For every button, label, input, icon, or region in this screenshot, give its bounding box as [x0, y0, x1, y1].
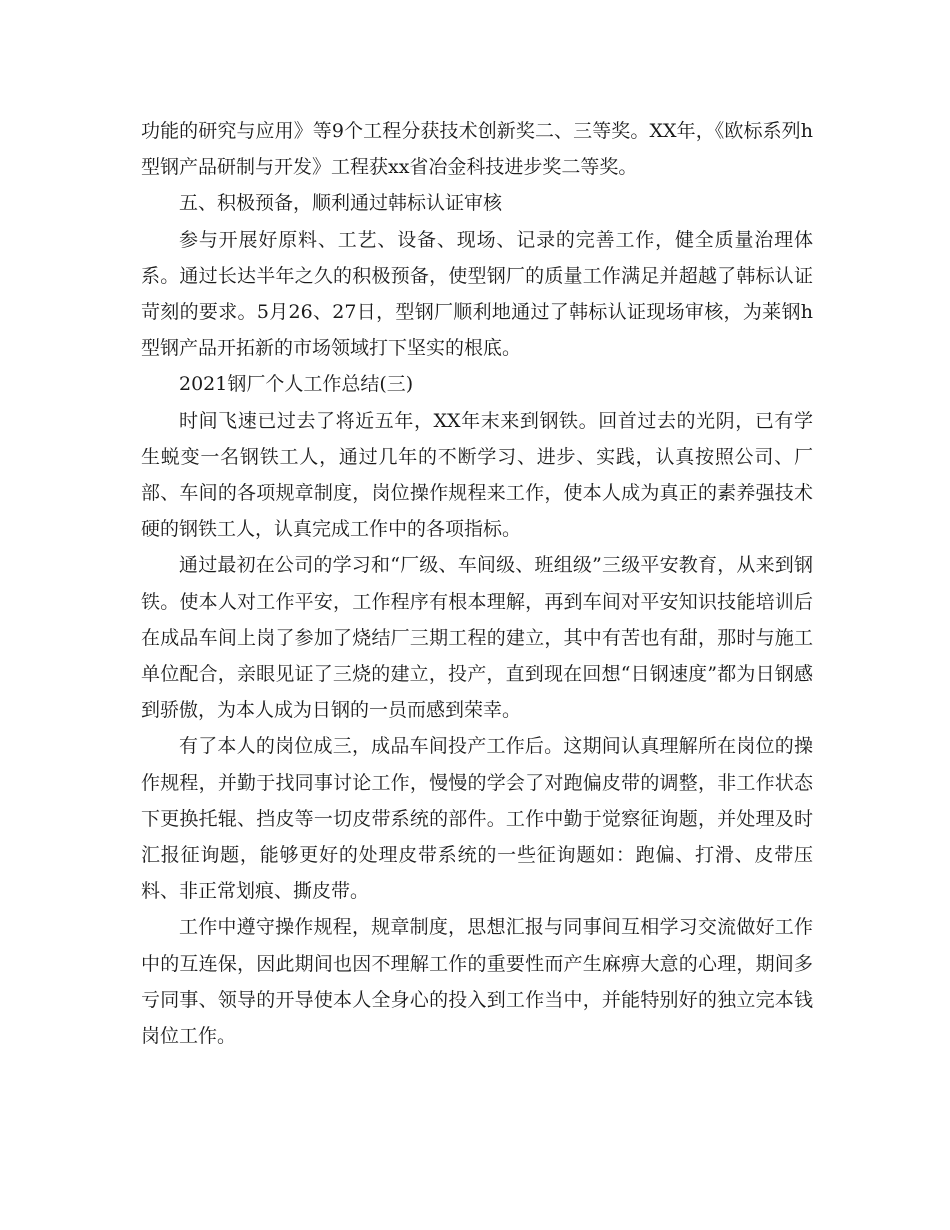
document-body [141, 113, 813, 1054]
section-heading: 五、积极预备，顺利通过韩标认证审核 [179, 192, 503, 215]
article-heading: 2021钢厂个人工作总结(三) [179, 373, 414, 396]
paragraph: 时间飞速已过去了将近五年，XX年末来到钢铁。回首过去的光阴，已有学生蜕变一名钢铁工人，通过几年的不断学习、进步、实践，认真按照公司、厂部、车间的各项规章制度，岗位操作规程来工作，使本人成为真正的素养强技术硬的钢铁工人，认真完成工作中的各项指标。 [141, 409, 813, 541]
paragraph: 通过最初在公司的学习和“厂级、车间级、班组级”三级平安教育，从来到钢铁。使本人对工作平安，工作程序有根本理解，再到车间对平安知识技能培训后在成品车间上岗了参加了烧结厂三期工程的建立，其中有苦也有甜，那时与施工单位配合，亲眼见证了三烧的建立，投产，直到现在回想“日钢速度”都为日钢感到骄傲，为本人成为日钢的一员而感到荣幸。 [141, 554, 813, 722]
paragraph: 参与开展好原料、工艺、设备、现场、记录的完善工作，健全质量治理体系。通过长达半年之久的积极预备，使型钢厂的质量工作满足并超越了韩标认证苛刻的要求。5月26、27日，型钢厂顺利地通过了韩标认证现场审核，为莱钢h型钢产品开拓新的市场领域打下坚实的根底。 [141, 228, 813, 360]
paragraph-continuation: 功能的研究与应用》等9个工程分获技术创新奖二、三等奖。XX年，《欧标系列h型钢产品研制与开发》工程获xx省冶金科技进步奖二等奖。 [141, 120, 813, 179]
paragraph: 工作中遵守操作规程，规章制度，思想汇报与同事间互相学习交流做好工作中的互连保，因此期间也因不理解工作的重要性而产生麻痹大意的心理，期间多亏同事、领导的开导使本人全身心的投入到工作当中，并能特别好的独立完本钱岗位工作。 [141, 916, 813, 1048]
paragraph: 有了本人的岗位成三，成品车间投产工作后。这期间认真理解所在岗位的操作规程，并勤于找同事讨论工作，慢慢的学会了对跑偏皮带的调整，非工作状态下更换托辊、挡皮等一切皮带系统的部件。工作中勤于觉察征询题，并处理及时汇报征询题，能够更好的处理皮带系统的一些征询题如：跑偏、打滑、皮带压料、非正常划痕、撕皮带。 [141, 735, 813, 903]
